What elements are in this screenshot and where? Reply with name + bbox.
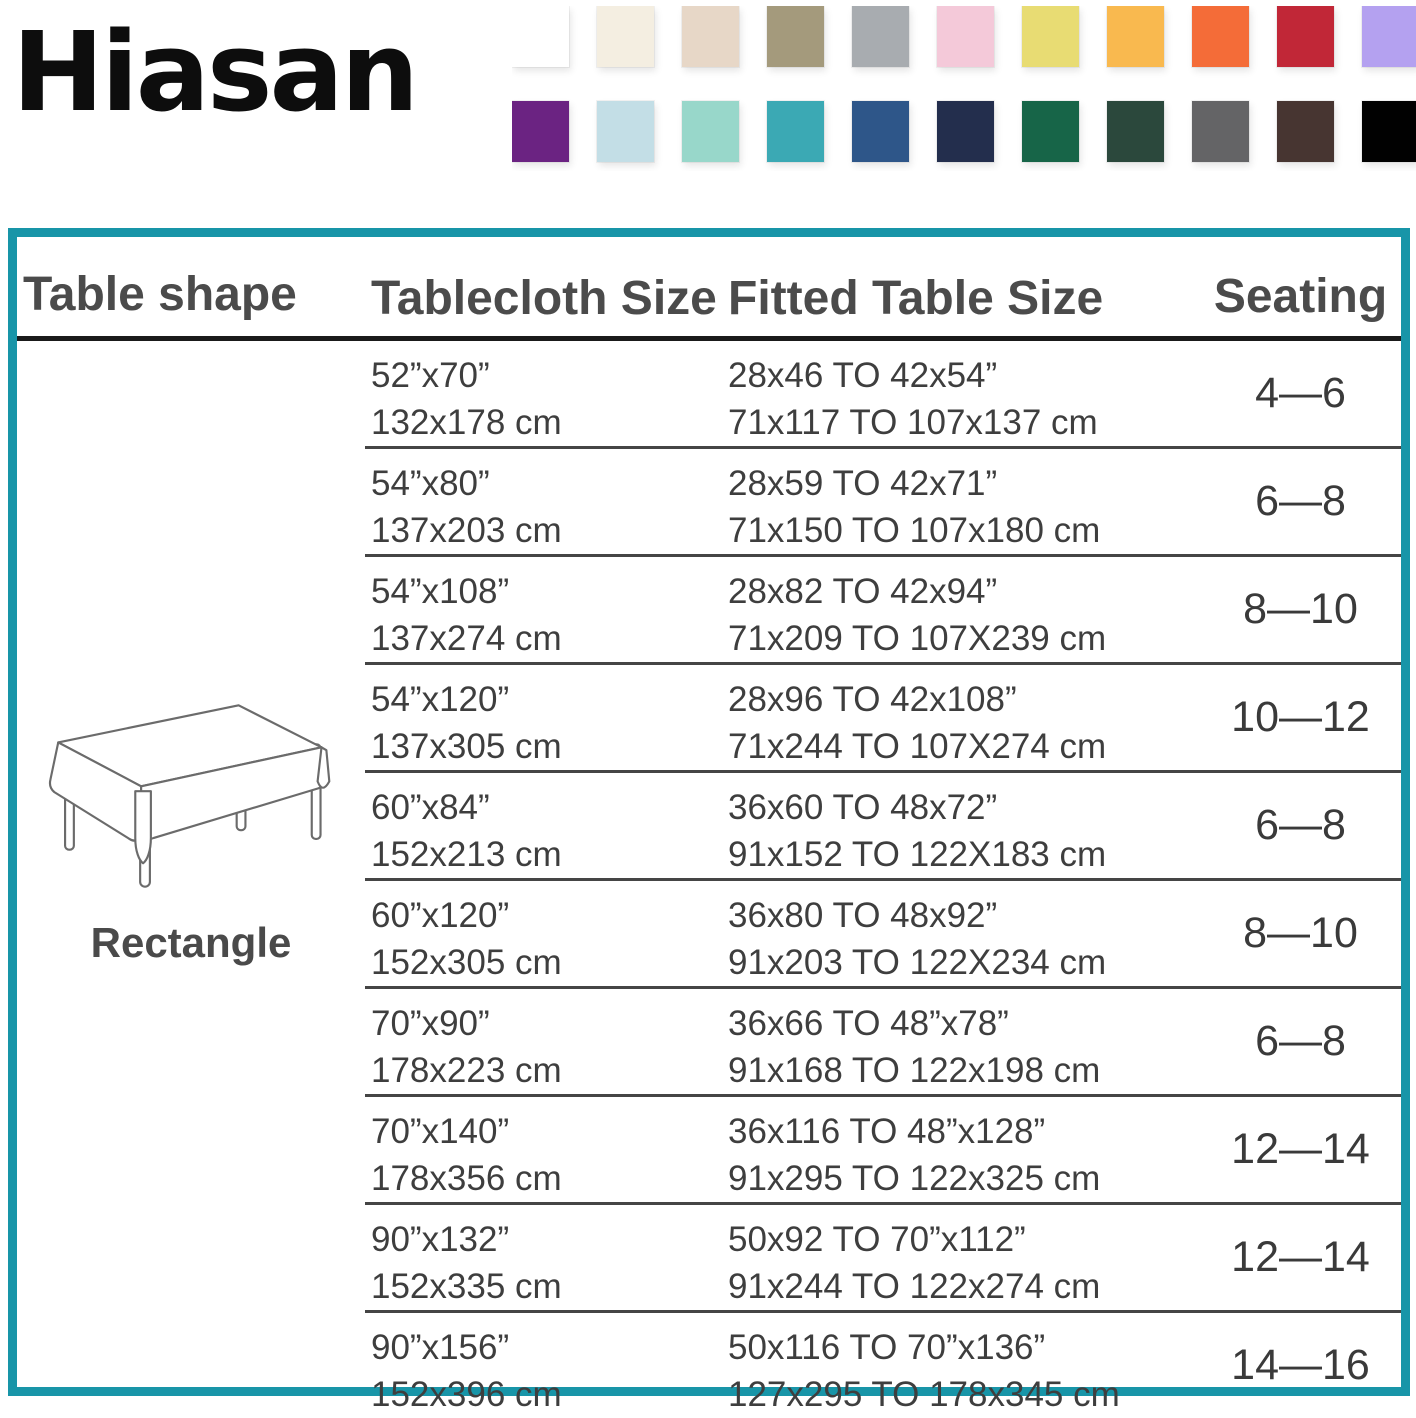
swatch-orange: [1192, 6, 1249, 67]
tablecloth-size-cell: [365, 665, 720, 770]
fitted-inches: 36x60 TO 48x72”: [728, 788, 998, 827]
fitted-inches: 50x116 TO 70”x136”: [728, 1328, 1046, 1367]
swatch-blue: [852, 101, 909, 162]
tablecloth-inches: 54”x80”: [371, 464, 490, 503]
header-seating: Seating: [1213, 270, 1388, 323]
size-row-9: [365, 1202, 1401, 1310]
swatch-row-2: [512, 101, 1416, 162]
fitted-cm: 71x244 TO 107X274 cm: [728, 727, 1107, 766]
tablecloth-cm: 178x223 cm: [371, 1051, 562, 1090]
tablecloth-cm: 137x274 cm: [371, 619, 562, 658]
size-chart-body: [17, 341, 1401, 1418]
swatch-yellow: [1022, 6, 1079, 67]
tablecloth-cm: 132x178 cm: [371, 403, 562, 442]
swatch-teal: [767, 101, 824, 162]
tablecloth-inches: 70”x90”: [371, 1004, 490, 1043]
tablecloth-cm: 178x356 cm: [371, 1159, 562, 1198]
swatch-pink: [937, 6, 994, 67]
seating-cell: 10—12: [1231, 693, 1370, 741]
tablecloth-cm: 152x396 cm: [371, 1375, 562, 1414]
tablecloth-size-cell: [365, 773, 720, 878]
fitted-size-cell: [720, 881, 1200, 986]
tablecloth-inches: 52”x70”: [371, 356, 490, 395]
tablecloth-size-cell: [365, 989, 720, 1094]
swatch-hunter-green: [1107, 101, 1164, 162]
fitted-inches: 28x46 TO 42x54”: [728, 356, 998, 395]
swatch-taupe: [767, 6, 824, 67]
seating-cell: 12—14: [1231, 1125, 1370, 1173]
table-shape-cell: [17, 341, 365, 1418]
shape-label: Rectangle: [90, 919, 292, 966]
swatch-purple: [512, 101, 569, 162]
fitted-inches: 36x66 TO 48”x78”: [728, 1004, 1009, 1043]
size-chart-header-row: [17, 237, 1401, 341]
tablecloth-inches: 70”x140”: [371, 1112, 510, 1151]
size-row-3: [365, 554, 1401, 662]
seating-cell: 6—8: [1255, 477, 1346, 525]
tablecloth-inches: 60”x120”: [371, 896, 510, 935]
fitted-cm: 71x209 TO 107X239 cm: [728, 619, 1107, 658]
size-row-7: [365, 986, 1401, 1094]
color-swatch-grid: [512, 6, 1416, 171]
tablecloth-cm: 137x203 cm: [371, 511, 562, 550]
fitted-cm: 91x168 TO 122x198 cm: [728, 1051, 1101, 1090]
fitted-inches: 28x96 TO 42x108”: [728, 680, 1017, 719]
swatch-ivory: [597, 6, 654, 67]
swatch-light-blue: [597, 101, 654, 162]
size-row-5: [365, 770, 1401, 878]
swatch-white: [512, 6, 569, 67]
header-table-shape: Table shape: [23, 268, 297, 321]
fitted-size-cell: [720, 665, 1200, 770]
seating-cell: 12—14: [1231, 1233, 1370, 1281]
fitted-inches: 36x80 TO 48x92”: [728, 896, 998, 935]
seating-cell: 6—8: [1255, 801, 1346, 849]
tablecloth-inches: 54”x108”: [371, 572, 510, 611]
size-row-6: [365, 878, 1401, 986]
swatch-navy: [937, 101, 994, 162]
fitted-cm: 71x117 TO 107x137 cm: [728, 403, 1098, 442]
seating-cell: 8—10: [1243, 585, 1358, 633]
swatch-beige: [682, 6, 739, 67]
tablecloth-size-cell: [365, 1097, 720, 1202]
fitted-inches: 50x92 TO 70”x112”: [728, 1220, 1026, 1259]
fitted-size-cell: [720, 341, 1200, 446]
tablecloth-cm: 152x305 cm: [371, 943, 562, 982]
fitted-cm: 71x150 TO 107x180 cm: [728, 511, 1101, 550]
swatch-brown: [1277, 101, 1334, 162]
header-tablecloth-size: Tablecloth Size: [371, 272, 717, 325]
tablecloth-size-cell: [365, 557, 720, 662]
swatch-aqua: [682, 101, 739, 162]
fitted-size-cell: [720, 773, 1200, 878]
size-row-4: [365, 662, 1401, 770]
tablecloth-size-cell: [365, 881, 720, 986]
rectangle-table-illustration: [29, 693, 341, 901]
fitted-cm: 91x244 TO 122x274 cm: [728, 1267, 1101, 1306]
header-fitted-size: Fitted Table Size: [728, 272, 1104, 325]
fitted-inches: 36x116 TO 48”x128”: [728, 1112, 1046, 1151]
tablecloth-cm: 152x335 cm: [371, 1267, 562, 1306]
seating-cell: 4—6: [1255, 369, 1346, 417]
fitted-inches: 28x82 TO 42x94”: [728, 572, 998, 611]
fitted-size-cell: [720, 1097, 1200, 1202]
swatch-marigold: [1107, 6, 1164, 67]
swatch-gray: [852, 6, 909, 67]
size-rows: [365, 341, 1401, 1418]
seating-cell: 8—10: [1243, 909, 1358, 957]
fitted-size-cell: [720, 1313, 1200, 1418]
seating-cell: 14—16: [1231, 1341, 1370, 1389]
swatch-red: [1277, 6, 1334, 67]
fitted-size-cell: [720, 1205, 1200, 1310]
size-row-8: [365, 1094, 1401, 1202]
tablecloth-inches: 90”x156”: [371, 1328, 510, 1367]
swatch-black: [1362, 101, 1416, 162]
fitted-cm: 91x152 TO 122X183 cm: [728, 835, 1107, 874]
fitted-cm: 91x295 TO 122x325 cm: [728, 1159, 1101, 1198]
tablecloth-size-cell: [365, 1313, 720, 1418]
tablecloth-size-cell: [365, 1205, 720, 1310]
fitted-size-cell: [720, 557, 1200, 662]
size-row-1: [365, 341, 1401, 446]
fitted-cm: 127x295 TO 178x345 cm: [728, 1375, 1120, 1414]
fitted-size-cell: [720, 449, 1200, 554]
fitted-inches: 28x59 TO 42x71”: [728, 464, 998, 503]
swatch-dark-green: [1022, 101, 1079, 162]
tablecloth-inches: 90”x132”: [371, 1220, 510, 1259]
tablecloth-inches: 54”x120”: [371, 680, 510, 719]
tablecloth-size-cell: [365, 341, 720, 446]
tablecloth-cm: 152x213 cm: [371, 835, 562, 874]
swatch-row-1: [512, 6, 1416, 67]
swatch-lavender: [1362, 6, 1416, 67]
tablecloth-cm: 137x305 cm: [371, 727, 562, 766]
size-row-2: [365, 446, 1401, 554]
fitted-cm: 91x203 TO 122X234 cm: [728, 943, 1107, 982]
tablecloth-size-cell: [365, 449, 720, 554]
brand-logo: Hiasan: [12, 8, 417, 136]
seating-cell: 6—8: [1255, 1017, 1346, 1065]
size-chart-table: [8, 228, 1410, 1414]
swatch-dark-gray: [1192, 101, 1249, 162]
fitted-size-cell: [720, 989, 1200, 1094]
tablecloth-inches: 60”x84”: [371, 788, 490, 827]
